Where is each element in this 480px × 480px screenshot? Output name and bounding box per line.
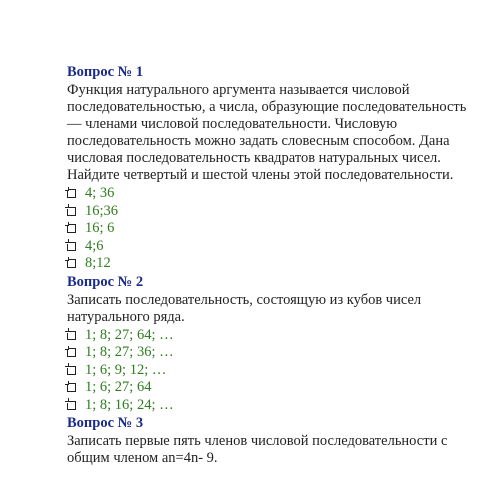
- answer-option-label: 4; 36: [85, 185, 115, 202]
- answer-option-label: 4;6: [85, 237, 104, 254]
- answer-option-label: 1; 8; 27; 36; …: [85, 344, 174, 361]
- answer-option[interactable]: [67, 344, 467, 362]
- answer-option[interactable]: [67, 220, 467, 238]
- checkbox-icon[interactable]: [67, 224, 76, 233]
- question-1: [67, 63, 467, 273]
- checkbox-icon[interactable]: [67, 189, 76, 198]
- answer-option-label: 1; 8; 16; 24; …: [85, 396, 174, 413]
- checkbox-icon[interactable]: [67, 348, 76, 357]
- answer-option-label: 16; 6: [85, 220, 115, 237]
- question-title: Вопрос № 1: [67, 64, 144, 80]
- checkbox-icon[interactable]: [67, 259, 76, 268]
- question-text: Функция натурального аргумента называется числовой последовательностью, а числа, образующие последовательность — членами числовой последовательности. Числовую последовательность можно задать словесным способом. Дана числовая последовательность квадратов натуральных чисел. Найдите четвертый и шестой члены этой последовательности.: [67, 82, 467, 183]
- question-3: [67, 414, 467, 467]
- answer-option[interactable]: [67, 185, 467, 203]
- question-text: Записать последовательность, состоящую из кубов чисел натурального ряда.: [67, 291, 422, 325]
- checkbox-icon[interactable]: [67, 331, 76, 340]
- question-2: [67, 273, 467, 415]
- answer-option-label: 1; 6; 9; 12; …: [85, 361, 167, 378]
- answer-options: [67, 185, 467, 273]
- answer-options: [67, 327, 467, 415]
- answer-option[interactable]: [67, 238, 467, 256]
- answer-option-label: 1; 8; 27; 64; …: [85, 326, 174, 343]
- question-title: Вопрос № 3: [67, 415, 144, 431]
- test-page: [67, 63, 467, 467]
- answer-option-label: 1; 6; 27; 64: [85, 379, 152, 396]
- answer-option[interactable]: [67, 362, 467, 380]
- question-title: Вопрос № 2: [67, 273, 144, 290]
- answer-option[interactable]: [67, 255, 467, 273]
- checkbox-icon[interactable]: [67, 401, 76, 410]
- checkbox-icon[interactable]: [67, 366, 76, 375]
- answer-option[interactable]: [67, 397, 467, 415]
- answer-option[interactable]: [67, 327, 467, 345]
- answer-option-label: 8;12: [85, 255, 111, 272]
- question-text: Записать первые пять членов числовой последовательности с общим членом an=4n- 9.: [67, 433, 448, 466]
- answer-option[interactable]: [67, 203, 467, 221]
- checkbox-icon[interactable]: [67, 242, 76, 251]
- checkbox-icon[interactable]: [67, 207, 76, 216]
- checkbox-icon[interactable]: [67, 383, 76, 392]
- answer-option[interactable]: [67, 379, 467, 397]
- answer-option-label: 16;36: [85, 202, 119, 219]
